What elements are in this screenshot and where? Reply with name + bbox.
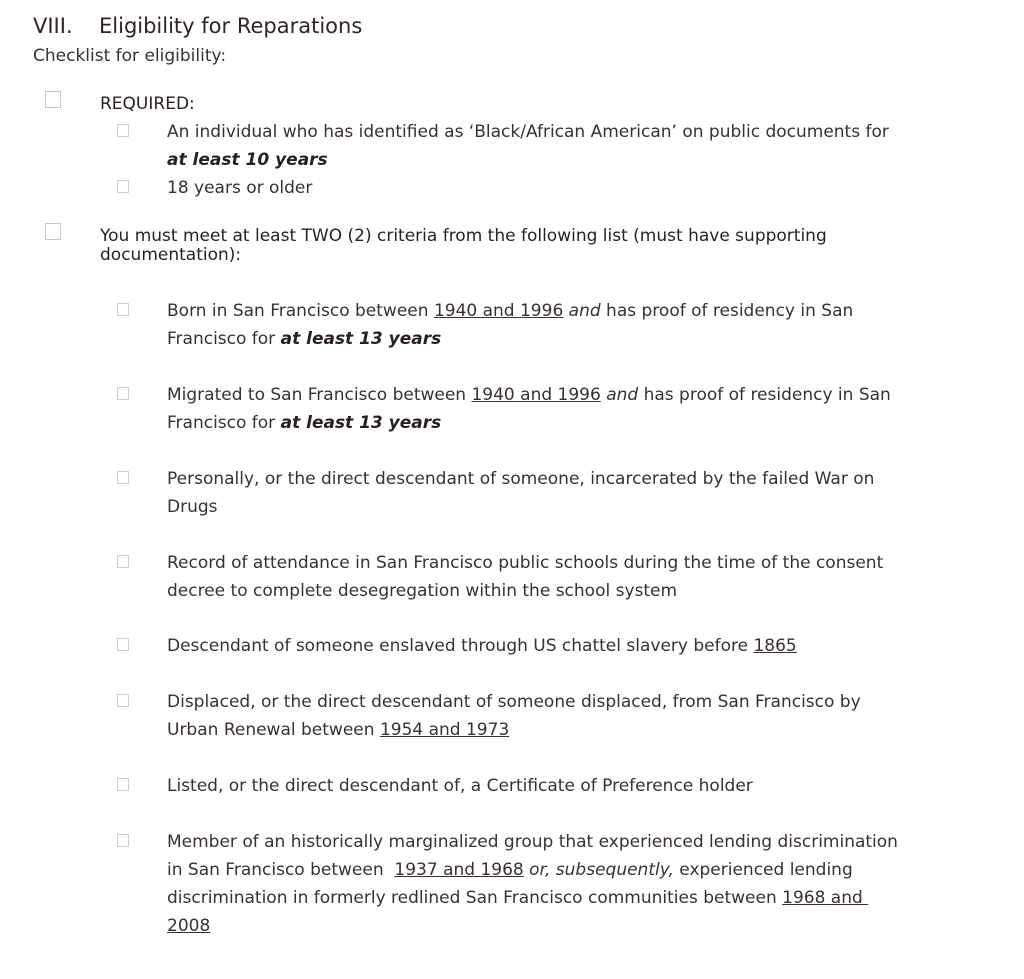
required-item-1-emphasis: at least 10 years (167, 150, 328, 170)
criteria-checkbox[interactable] (45, 223, 61, 240)
criterion-5-date: 1865 (753, 636, 797, 656)
criterion-7-checkbox[interactable] (117, 778, 129, 791)
criterion-5-checkbox[interactable] (117, 638, 129, 651)
required-item-2-text: 18 years or older (167, 178, 313, 198)
criterion-1-text-end: Francisco for (167, 329, 281, 349)
criteria-intro-line-1: You must meet at least TWO (2) criteria from the following list (must have supporting (100, 226, 827, 246)
criterion-2-text: Migrated to San Francisco between (167, 385, 472, 405)
criterion-2-conjunction: and (606, 385, 639, 405)
criterion-8-date-range-2-end: 2008 (167, 916, 211, 936)
criterion-2-text-end: Francisco for (167, 413, 281, 433)
section-number: VIII. (33, 14, 73, 38)
criterion-5-text: Descendant of someone enslaved through US chattel slavery before (167, 636, 754, 656)
criterion-8-text-cont: experienced lending (673, 860, 853, 880)
required-item-1-line-1: An individual who has identified as ‘Black/African American’ on public documents for (167, 122, 889, 142)
checklist-subtitle: Checklist for eligibility: (33, 46, 227, 66)
criterion-1-line-2 (167, 325, 441, 353)
criterion-2-line-2 (167, 409, 441, 437)
criterion-3-line-1: Personally, or the direct descendant of someone, incarcerated by the failed War on (167, 469, 875, 489)
criterion-8-conjunction: or, subsequently, (529, 860, 674, 880)
criterion-8-date-range-1: 1937 and 1968 (394, 860, 524, 880)
criterion-4-line-1: Record of attendance in San Francisco public schools during the time of the consent (167, 553, 884, 573)
criterion-6-text: Urban Renewal between (167, 720, 380, 740)
criterion-3-checkbox[interactable] (117, 471, 129, 484)
criterion-3-line-2: Drugs (167, 497, 218, 517)
criterion-4-checkbox[interactable] (117, 555, 129, 568)
criterion-2-date-range: 1940 and 1996 (471, 385, 601, 405)
criterion-8-line-4 (167, 912, 210, 940)
criterion-1-date-range: 1940 and 1996 (433, 301, 564, 321)
criterion-8-line-2 (167, 856, 853, 884)
criterion-7-line-1: Listed, or the direct descendant of, a Certificate of Preference holder (167, 776, 753, 796)
criterion-2-checkbox[interactable] (117, 387, 129, 400)
criterion-6-checkbox[interactable] (117, 694, 129, 707)
criterion-1-emphasis: at least 13 years (280, 329, 442, 349)
required-item-1-checkbox[interactable] (117, 124, 129, 137)
criteria-intro-line-2: documentation): (100, 245, 242, 265)
criterion-1-text: Born in San Francisco between (167, 301, 434, 321)
criterion-8-line-1: Member of an historically marginalized group that experienced lending discrimination (167, 832, 898, 852)
criterion-8-text-line-3: discrimination in formerly redlined San Francisco communities between (167, 888, 783, 908)
required-checkbox[interactable] (45, 91, 61, 108)
criterion-1-conjunction: and (568, 301, 601, 321)
criterion-4-line-2: decree to complete desegregation within the school system (167, 581, 678, 601)
criterion-8-date-range-2: 1968 and (782, 888, 869, 908)
criterion-6-line-1: Displaced, or the direct descendant of someone displaced, from San Francisco by (167, 692, 861, 712)
criterion-1-checkbox[interactable] (117, 303, 129, 316)
criterion-8-checkbox[interactable] (117, 834, 129, 847)
required-item-2-checkbox[interactable] (117, 180, 129, 193)
required-label: REQUIRED: (100, 94, 195, 114)
criterion-5-line-1 (167, 632, 797, 660)
criterion-1-text-cont: has proof of residency in San (600, 301, 854, 321)
criterion-8-text: in San Francisco between (167, 860, 395, 880)
section-title: Eligibility for Reparations (99, 14, 363, 38)
criterion-1-line-1 (167, 297, 853, 325)
criterion-2-line-1 (167, 381, 891, 409)
criterion-6-line-2 (167, 716, 509, 744)
criterion-6-date-range: 1954 and 1973 (379, 720, 510, 740)
criterion-2-emphasis: at least 13 years (280, 413, 442, 433)
criterion-2-text-cont: has proof of residency in San (638, 385, 891, 405)
criterion-8-line-3 (167, 884, 868, 912)
section-heading (33, 14, 362, 38)
